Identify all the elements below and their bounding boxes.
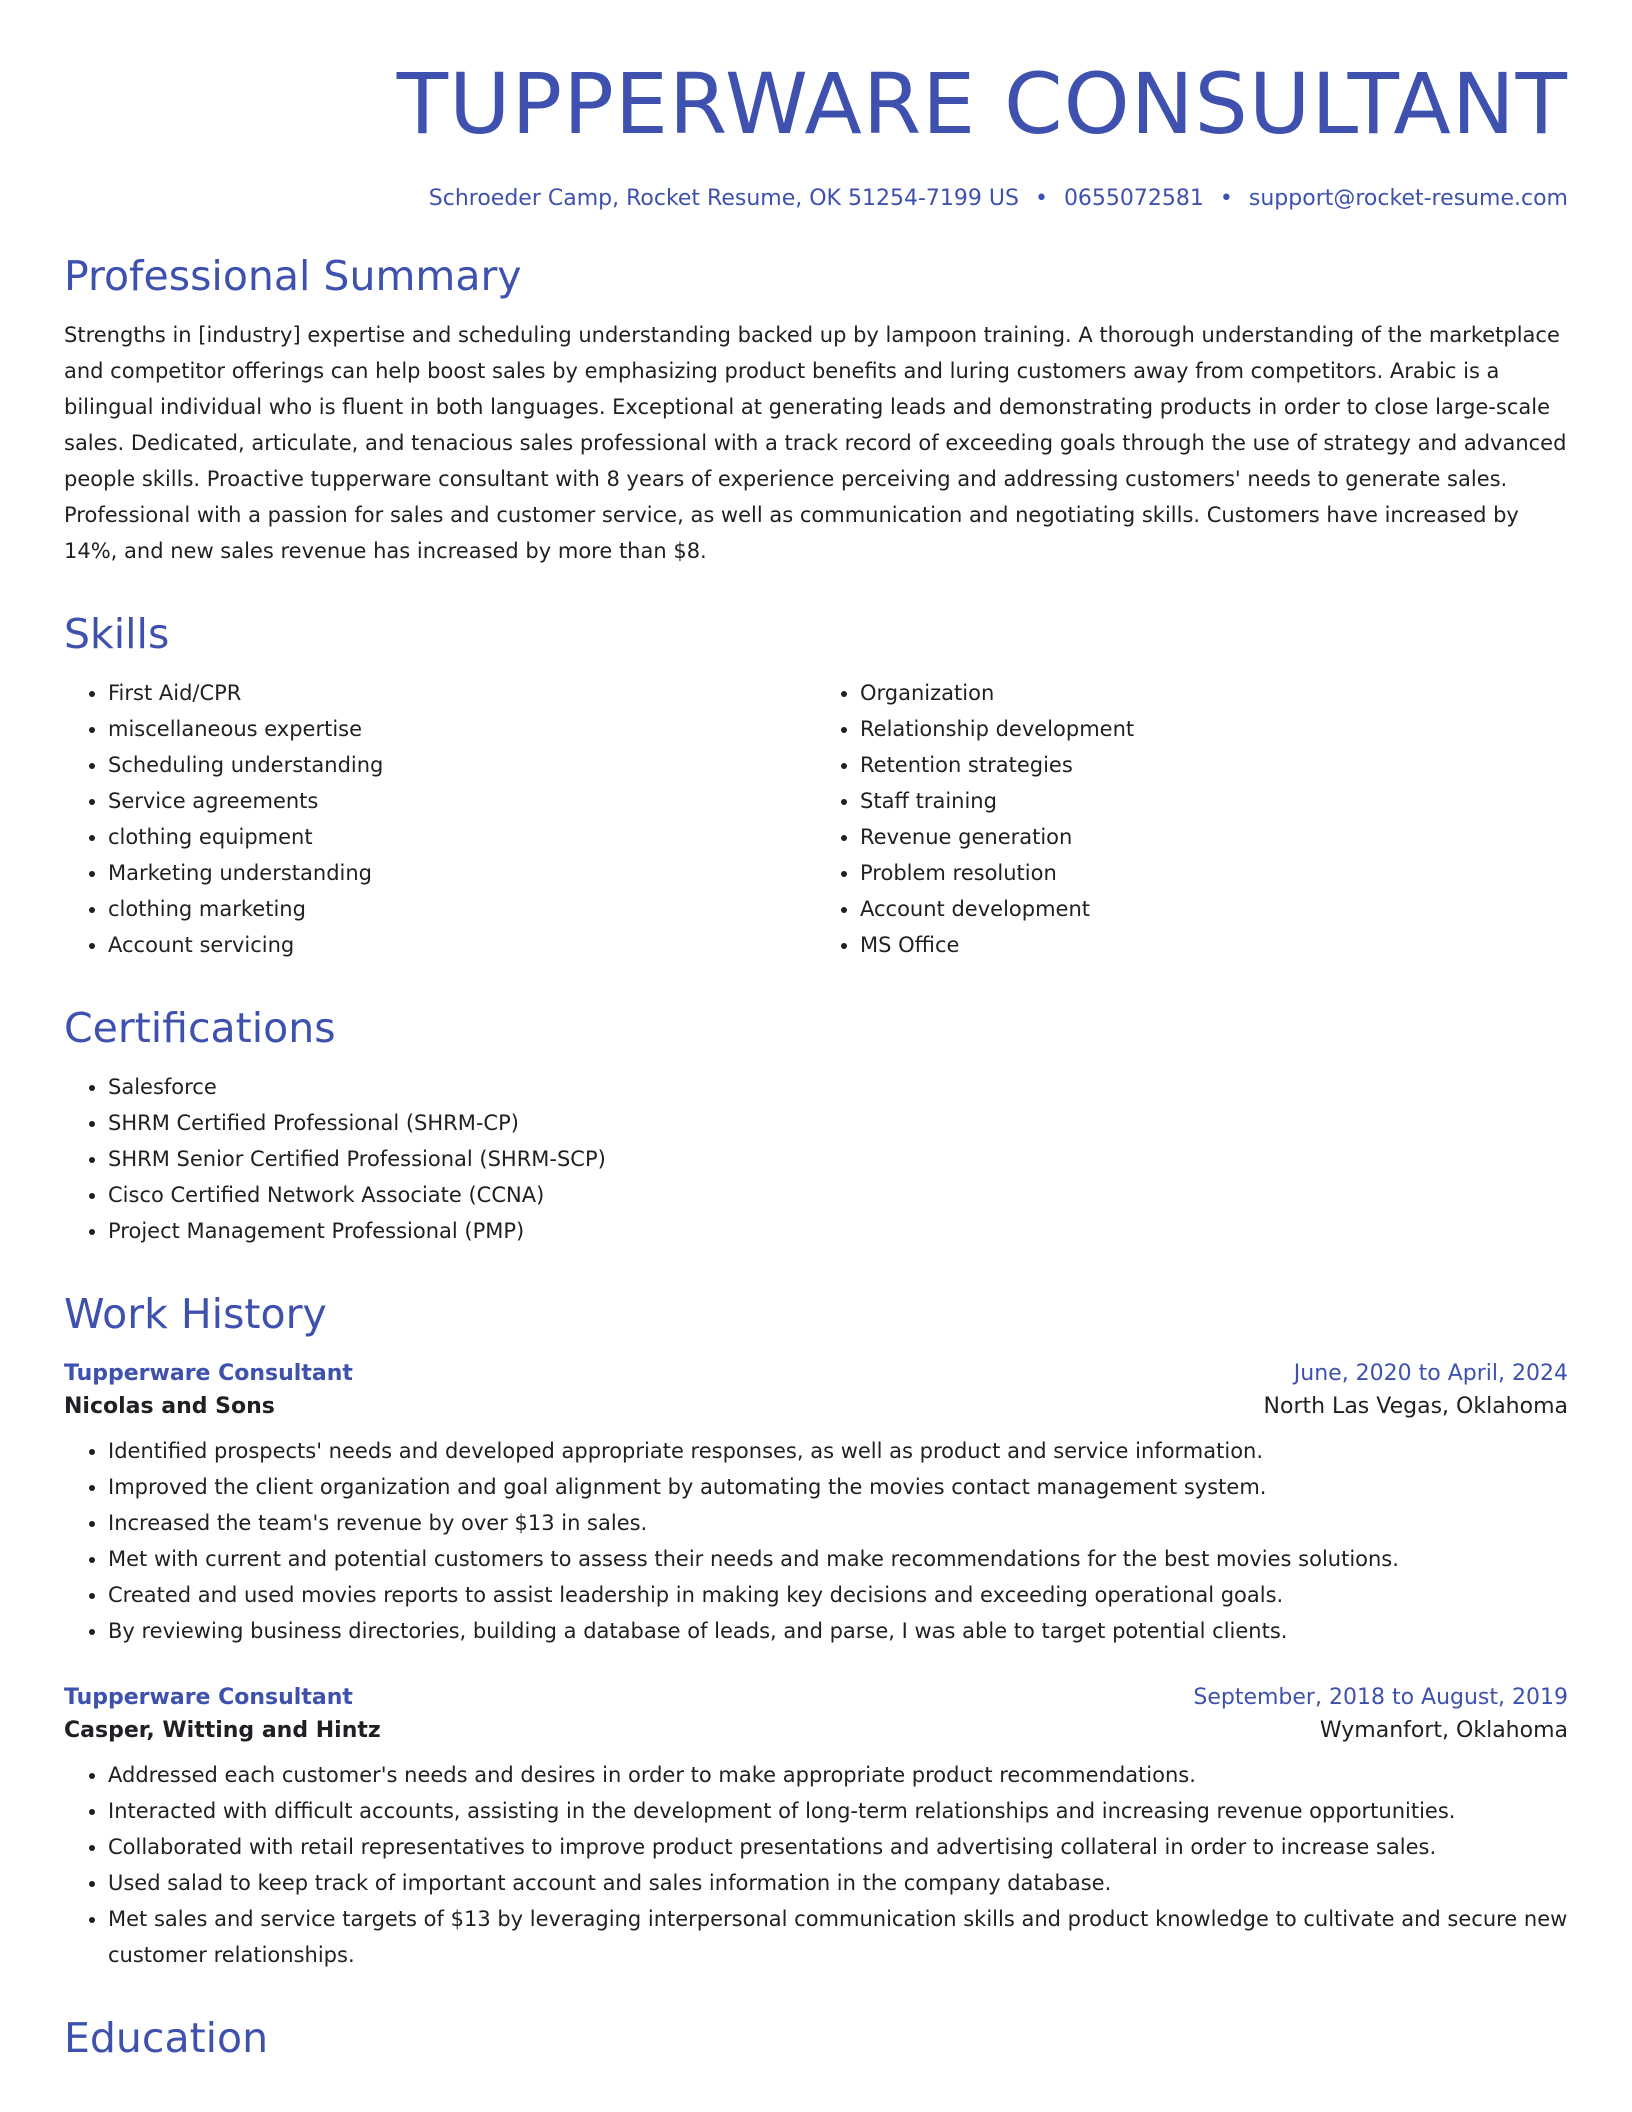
skill-item: • First Aid/CPR <box>108 675 816 711</box>
job-dates: September, 2018 to August, 2019 <box>1193 1685 1568 1710</box>
job-title-row <box>64 1685 1568 1710</box>
skill-item: • Revenue generation <box>860 819 1568 855</box>
contact-address: Schroeder Camp, Rocket Resume, OK 51254-7199 US <box>428 186 1019 211</box>
certification-item: • SHRM Senior Certified Professional (SHRM-SCP) <box>108 1141 1568 1177</box>
skill-item: • MS Office <box>860 927 1568 963</box>
certification-item: • Salesforce <box>108 1069 1568 1105</box>
job-location: North Las Vegas, Oklahoma <box>1263 1394 1568 1419</box>
certifications-heading: Certifications <box>64 1004 336 1052</box>
skill-item: • Staff training <box>860 783 1568 819</box>
job-title: Tupperware Consultant <box>64 1685 353 1710</box>
skill-item: • Problem resolution <box>860 855 1568 891</box>
certification-item: • SHRM Certified Professional (SHRM-CP) <box>108 1105 1568 1141</box>
work-history-heading: Work History <box>64 1290 327 1338</box>
skill-item: • clothing equipment <box>108 819 816 855</box>
skill-item: • Account servicing <box>108 927 816 963</box>
education-heading: Education <box>64 2014 269 2062</box>
contact-email: support@rocket-resume.com <box>1248 186 1568 211</box>
job-location: Wymanfort, Oklahoma <box>1319 1718 1568 1743</box>
summary-heading: Professional Summary <box>64 252 522 300</box>
job-bullet: • Increased the team's revenue by over $13 in sales. <box>108 1505 1568 1541</box>
skill-item: • Relationship development <box>860 711 1568 747</box>
job-title-row <box>64 1361 1568 1386</box>
job-bullet: • Interacted with difficult accounts, assisting in the development of long-term relationships and increasing revenue opportunities. <box>108 1793 1568 1829</box>
job-bullet: • Improved the client organization and goal alignment by automating the movies contact management system. <box>108 1469 1568 1505</box>
candidate-name: TUPPERWARE CONSULTANT <box>396 55 1568 153</box>
job-bullets <box>64 1757 1568 1973</box>
skills-heading: Skills <box>64 610 170 658</box>
skills-list-right <box>816 675 1568 963</box>
contact-phone: 0655072581 <box>1063 186 1204 211</box>
skill-item: • clothing marketing <box>108 891 816 927</box>
job-company: Nicolas and Sons <box>64 1394 275 1419</box>
job-bullet: • By reviewing business directories, building a database of leads, and parse, I was able to target potential clients. <box>108 1613 1568 1649</box>
skill-item: • miscellaneous expertise <box>108 711 816 747</box>
job-bullet: • Used salad to keep track of important account and sales information in the company database. <box>108 1865 1568 1901</box>
job-company: Casper, Witting and Hintz <box>64 1718 381 1743</box>
skill-item: • Scheduling understanding <box>108 747 816 783</box>
job-dates: June, 2020 to April, 2024 <box>1293 1361 1568 1386</box>
job-bullet: • Addressed each customer's needs and desires in order to make appropriate product recommendations. <box>108 1757 1568 1793</box>
skill-item: • Service agreements <box>108 783 816 819</box>
contact-separator: • <box>1034 186 1048 211</box>
skills-columns <box>64 675 1568 963</box>
job-bullets <box>64 1433 1568 1649</box>
skill-item: • Account development <box>860 891 1568 927</box>
summary-text: Strengths in [industry] expertise and scheduling understanding backed up by lampoon training. A thorough understanding of the marketplace and competitor offerings can help boost sales by emphasizing product benefits and luring customers away from competitors. Arabic is a bilingual individual who is fluent in both languages. Exceptional at generating leads and demonstrating products in order to close large-scale sales. Dedicated, articulate, and tenacious sales professional with a track record of exceeding goals through the use of strategy and advanced people skills. Proactive tupperware consultant with 8 years of experience perceiving and addressing customers' needs to generate sales. Professional with a passion for sales and customer service, as well as communication and negotiating skills. Customers have increased by 14%, and new sales revenue has increased by more than $8. <box>64 323 1567 563</box>
job-bullet: • Collaborated with retail representatives to improve product presentations and advertising collateral in order to increase sales. <box>108 1829 1568 1865</box>
contact-line <box>64 186 1568 211</box>
skill-item: • Marketing understanding <box>108 855 816 891</box>
job-bullet: • Identified prospects' needs and developed appropriate responses, as well as product and service information. <box>108 1433 1568 1469</box>
job-bullet: • Met sales and service targets of $13 by leveraging interpersonal communication skills and product knowledge to cultivate and secure new customer relationships. <box>108 1901 1568 1973</box>
job-company-row <box>64 1710 1568 1743</box>
contact-separator: • <box>1219 186 1233 211</box>
certification-item: • Cisco Certified Network Associate (CCNA) <box>108 1177 1568 1213</box>
skills-list-left <box>64 675 816 963</box>
job-entry <box>64 1361 1568 1649</box>
job-title: Tupperware Consultant <box>64 1361 353 1386</box>
skill-item: • Retention strategies <box>860 747 1568 783</box>
job-bullet: • Met with current and potential customers to assess their needs and make recommendations for the best movies solutions. <box>108 1541 1568 1577</box>
job-bullet: • Created and used movies reports to assist leadership in making key decisions and exceeding operational goals. <box>108 1577 1568 1613</box>
job-company-row <box>64 1386 1568 1419</box>
job-entry <box>64 1685 1568 1973</box>
certifications-list <box>64 1069 1568 1249</box>
skill-item: • Organization <box>860 675 1568 711</box>
certification-item: • Project Management Professional (PMP) <box>108 1213 1568 1249</box>
